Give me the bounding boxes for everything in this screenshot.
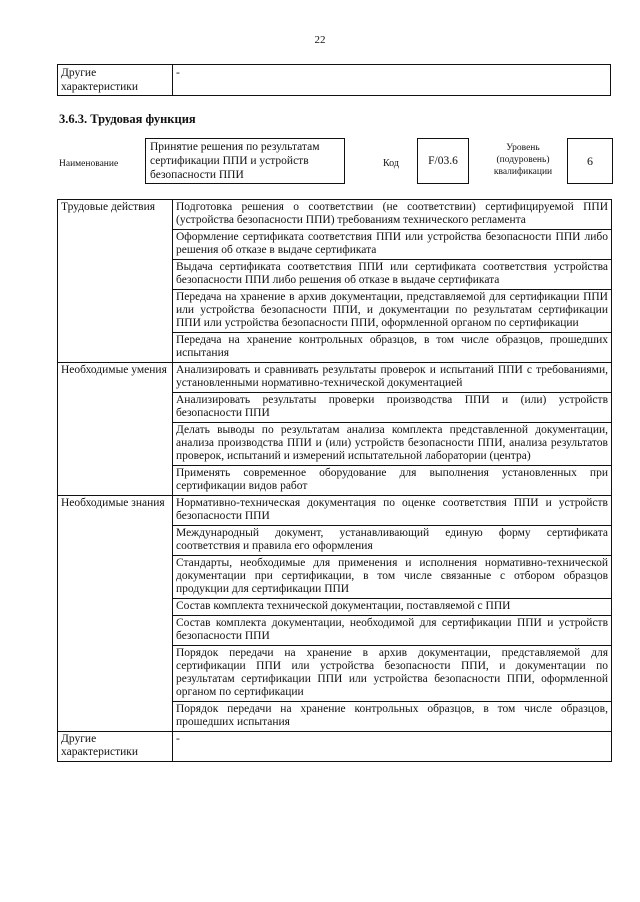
name-label: Наименование: [59, 159, 119, 169]
knowledge-item: Состав комплекта документации, необходимой для сертификации ППИ и устройств безопасности ППИ: [173, 616, 612, 646]
table-row: [58, 732, 612, 762]
table-row: [58, 200, 612, 230]
knowledge-item: Порядок передачи на хранение в архив документации, представляемой для сертификации ППИ или устройства безопасности ППИ, и документации по результатам сертификации ППИ или устройства безопасности ППИ, оформленной органом по сертификации: [173, 646, 612, 702]
knowledge-item: Международный документ, устанавливающий единую форму сертификата соответствия и правила его оформления: [173, 526, 612, 556]
section-title: 3.6.3. Трудовая функция: [59, 112, 196, 126]
skills-label: Необходимые умения: [58, 363, 173, 496]
code-value: F/03.6: [417, 138, 469, 184]
page-number: 22: [314, 34, 326, 46]
labor-action-item: Подготовка решения о соответствии (не соответствии) сертифицируемой ППИ (устройства безопасности ППИ) требованиям технического регламента: [173, 200, 612, 230]
level-label-line: квалификации: [493, 167, 553, 177]
level-label-line: (подуровень): [496, 155, 550, 165]
knowledge-item: Стандарты, необходимые для применения и исполнения нормативно-технической документации при сертификации, в том числе связанные с отбором образцов продукции для сертификации ППИ: [173, 556, 612, 599]
level-value: 6: [567, 138, 613, 184]
other-characteristics-value: -: [173, 65, 611, 96]
skill-item: Анализировать результаты проверки производства ППИ и (или) устройств безопасности ППИ: [173, 393, 612, 423]
table-row: [58, 496, 612, 526]
labor-actions-label: Трудовые действия: [58, 200, 173, 363]
labor-action-item: Передача на хранение контрольных образцов, в том числе образцов, прошедших испытания: [173, 333, 612, 363]
level-label-line: Уровень: [506, 143, 540, 153]
knowledge-label: Необходимые знания: [58, 496, 173, 732]
other-characteristics-label: Другие характеристики: [58, 732, 173, 762]
other-characteristics-value: -: [173, 732, 612, 762]
knowledge-item: Порядок передачи на хранение контрольных образцов, в том числе образцов, прошедших испытания: [173, 702, 612, 732]
labor-action-item: Передача на хранение в архив документации, представляемой для сертификации ППИ или устройства безопасности ППИ, и документации по результатам сертификации ППИ или устройства безопасности ППИ, оформленной органом по сертификации: [173, 290, 612, 333]
previous-table-end: [57, 64, 611, 96]
knowledge-item: Нормативно-техническая документация по оценке соответствия ППИ и устройств безопасности ППИ: [173, 496, 612, 526]
labor-action-item: Выдача сертификата соответствия ППИ или сертификата соответствия устройства безопасности ППИ либо решения об отказе в выдаче сертификата: [173, 260, 612, 290]
function-header: [57, 138, 613, 188]
function-table: [57, 199, 612, 762]
code-label: Код: [383, 158, 399, 169]
knowledge-item: Состав комплекта технической документации, поставляемой с ППИ: [173, 599, 612, 616]
name-value: Принятие решения по результатам сертификации ППИ и устройств безопасности ППИ: [145, 138, 345, 184]
table-row: [58, 65, 611, 96]
labor-action-item: Оформление сертификата соответствия ППИ или устройства безопасности ППИ либо решения об отказе в выдаче сертификата: [173, 230, 612, 260]
table-row: [58, 363, 612, 393]
skill-item: Делать выводы по результатам анализа комплекта представленной документации, анализа производства ППИ и (или) устройств безопасности ППИ, анализа результатов проверок, испытаний и измерений испытательной лаборатории (центра): [173, 423, 612, 466]
skill-item: Применять современное оборудование для выполнения установленных при сертификации видов работ: [173, 466, 612, 496]
skill-item: Анализировать и сравнивать результаты проверок и испытаний ППИ с требованиями, установленными нормативно-технической документацией: [173, 363, 612, 393]
other-characteristics-label: Другие характеристики: [58, 65, 173, 96]
level-label: [477, 142, 569, 178]
